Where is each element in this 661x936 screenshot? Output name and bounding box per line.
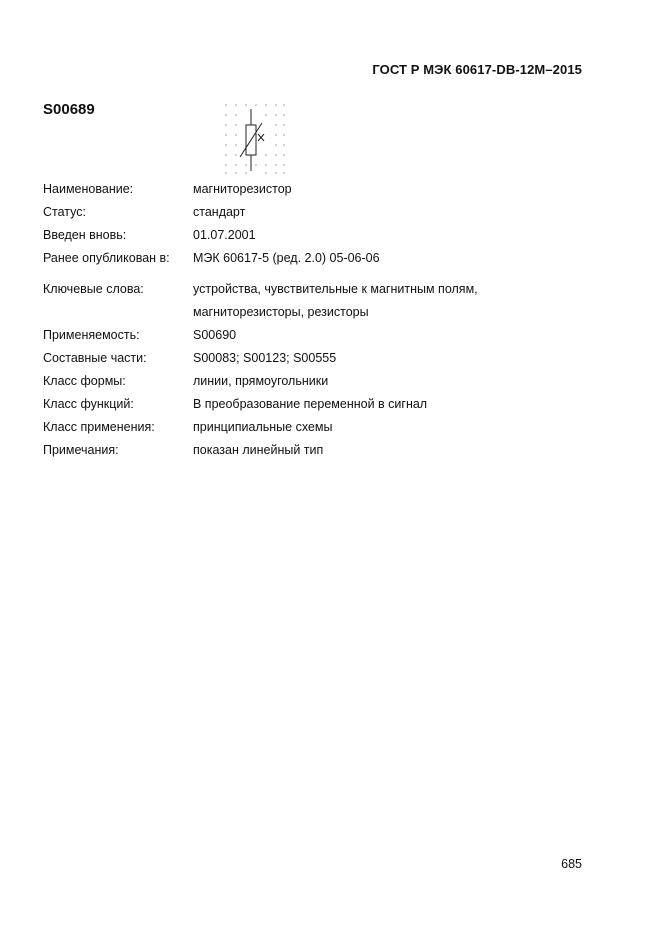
field-value [193, 278, 583, 324]
field-value-line: В преобразование переменной в сигнал [193, 397, 428, 411]
field-row-status [43, 201, 583, 224]
field-row-function-class [43, 393, 583, 416]
field-value-line: S00690 [193, 328, 237, 342]
document-header: ГОСТ Р МЭК 60617-DB-12M–2015 [372, 62, 582, 77]
field-value-line: стандарт [193, 205, 246, 219]
field-value [193, 416, 583, 439]
field-row-name [43, 178, 583, 201]
field-row-introduced [43, 224, 583, 247]
field-value [193, 347, 583, 370]
field-row-previously-published [43, 247, 583, 270]
field-value-line: линии, прямоугольники [193, 374, 329, 388]
field-value-line: принципиальные схемы [193, 420, 333, 434]
field-value [193, 439, 583, 462]
field-value [193, 201, 583, 224]
field-value [193, 178, 583, 201]
field-value-line: устройства, чувствительные к магнитным полям, [193, 282, 478, 296]
field-label: Ключевые слова: [43, 282, 144, 296]
field-row-keywords [43, 278, 583, 324]
field-value [193, 393, 583, 416]
field-label: Применяемость: [43, 328, 140, 342]
symbol-code: S00689 [43, 101, 95, 118]
attribute-table [43, 178, 583, 462]
field-row-applicability [43, 324, 583, 347]
field-row-shape-class [43, 370, 583, 393]
field-row-components [43, 347, 583, 370]
field-label: Наименование: [43, 182, 134, 196]
field-value-line: магниторезистор [193, 182, 292, 196]
field-label: Класс формы: [43, 374, 126, 388]
field-label: Составные части: [43, 351, 147, 365]
field-value-line: магниторезисторы, резисторы [193, 305, 369, 319]
field-value [193, 370, 583, 393]
field-label: Примечания: [43, 443, 119, 457]
page-number: 685 [561, 857, 582, 871]
field-value-line: S00083; S00123; S00555 [193, 351, 337, 365]
field-value-line: 01.07.2001 [193, 228, 256, 242]
field-value-line: показан линейный тип [193, 443, 324, 457]
field-label: Класс применения: [43, 420, 155, 434]
field-row-application-class [43, 416, 583, 439]
magnetoresistor-symbol-icon [222, 101, 288, 177]
field-value [193, 247, 583, 270]
field-label: Введен вновь: [43, 228, 127, 242]
field-label: Статус: [43, 205, 86, 219]
field-value-line: МЭК 60617-5 (ред. 2.0) 05-06-06 [193, 251, 380, 265]
field-value [193, 324, 583, 347]
field-row-notes [43, 439, 583, 462]
field-value [193, 224, 583, 247]
field-label: Класс функций: [43, 397, 134, 411]
field-label: Ранее опубликован в: [43, 251, 170, 265]
